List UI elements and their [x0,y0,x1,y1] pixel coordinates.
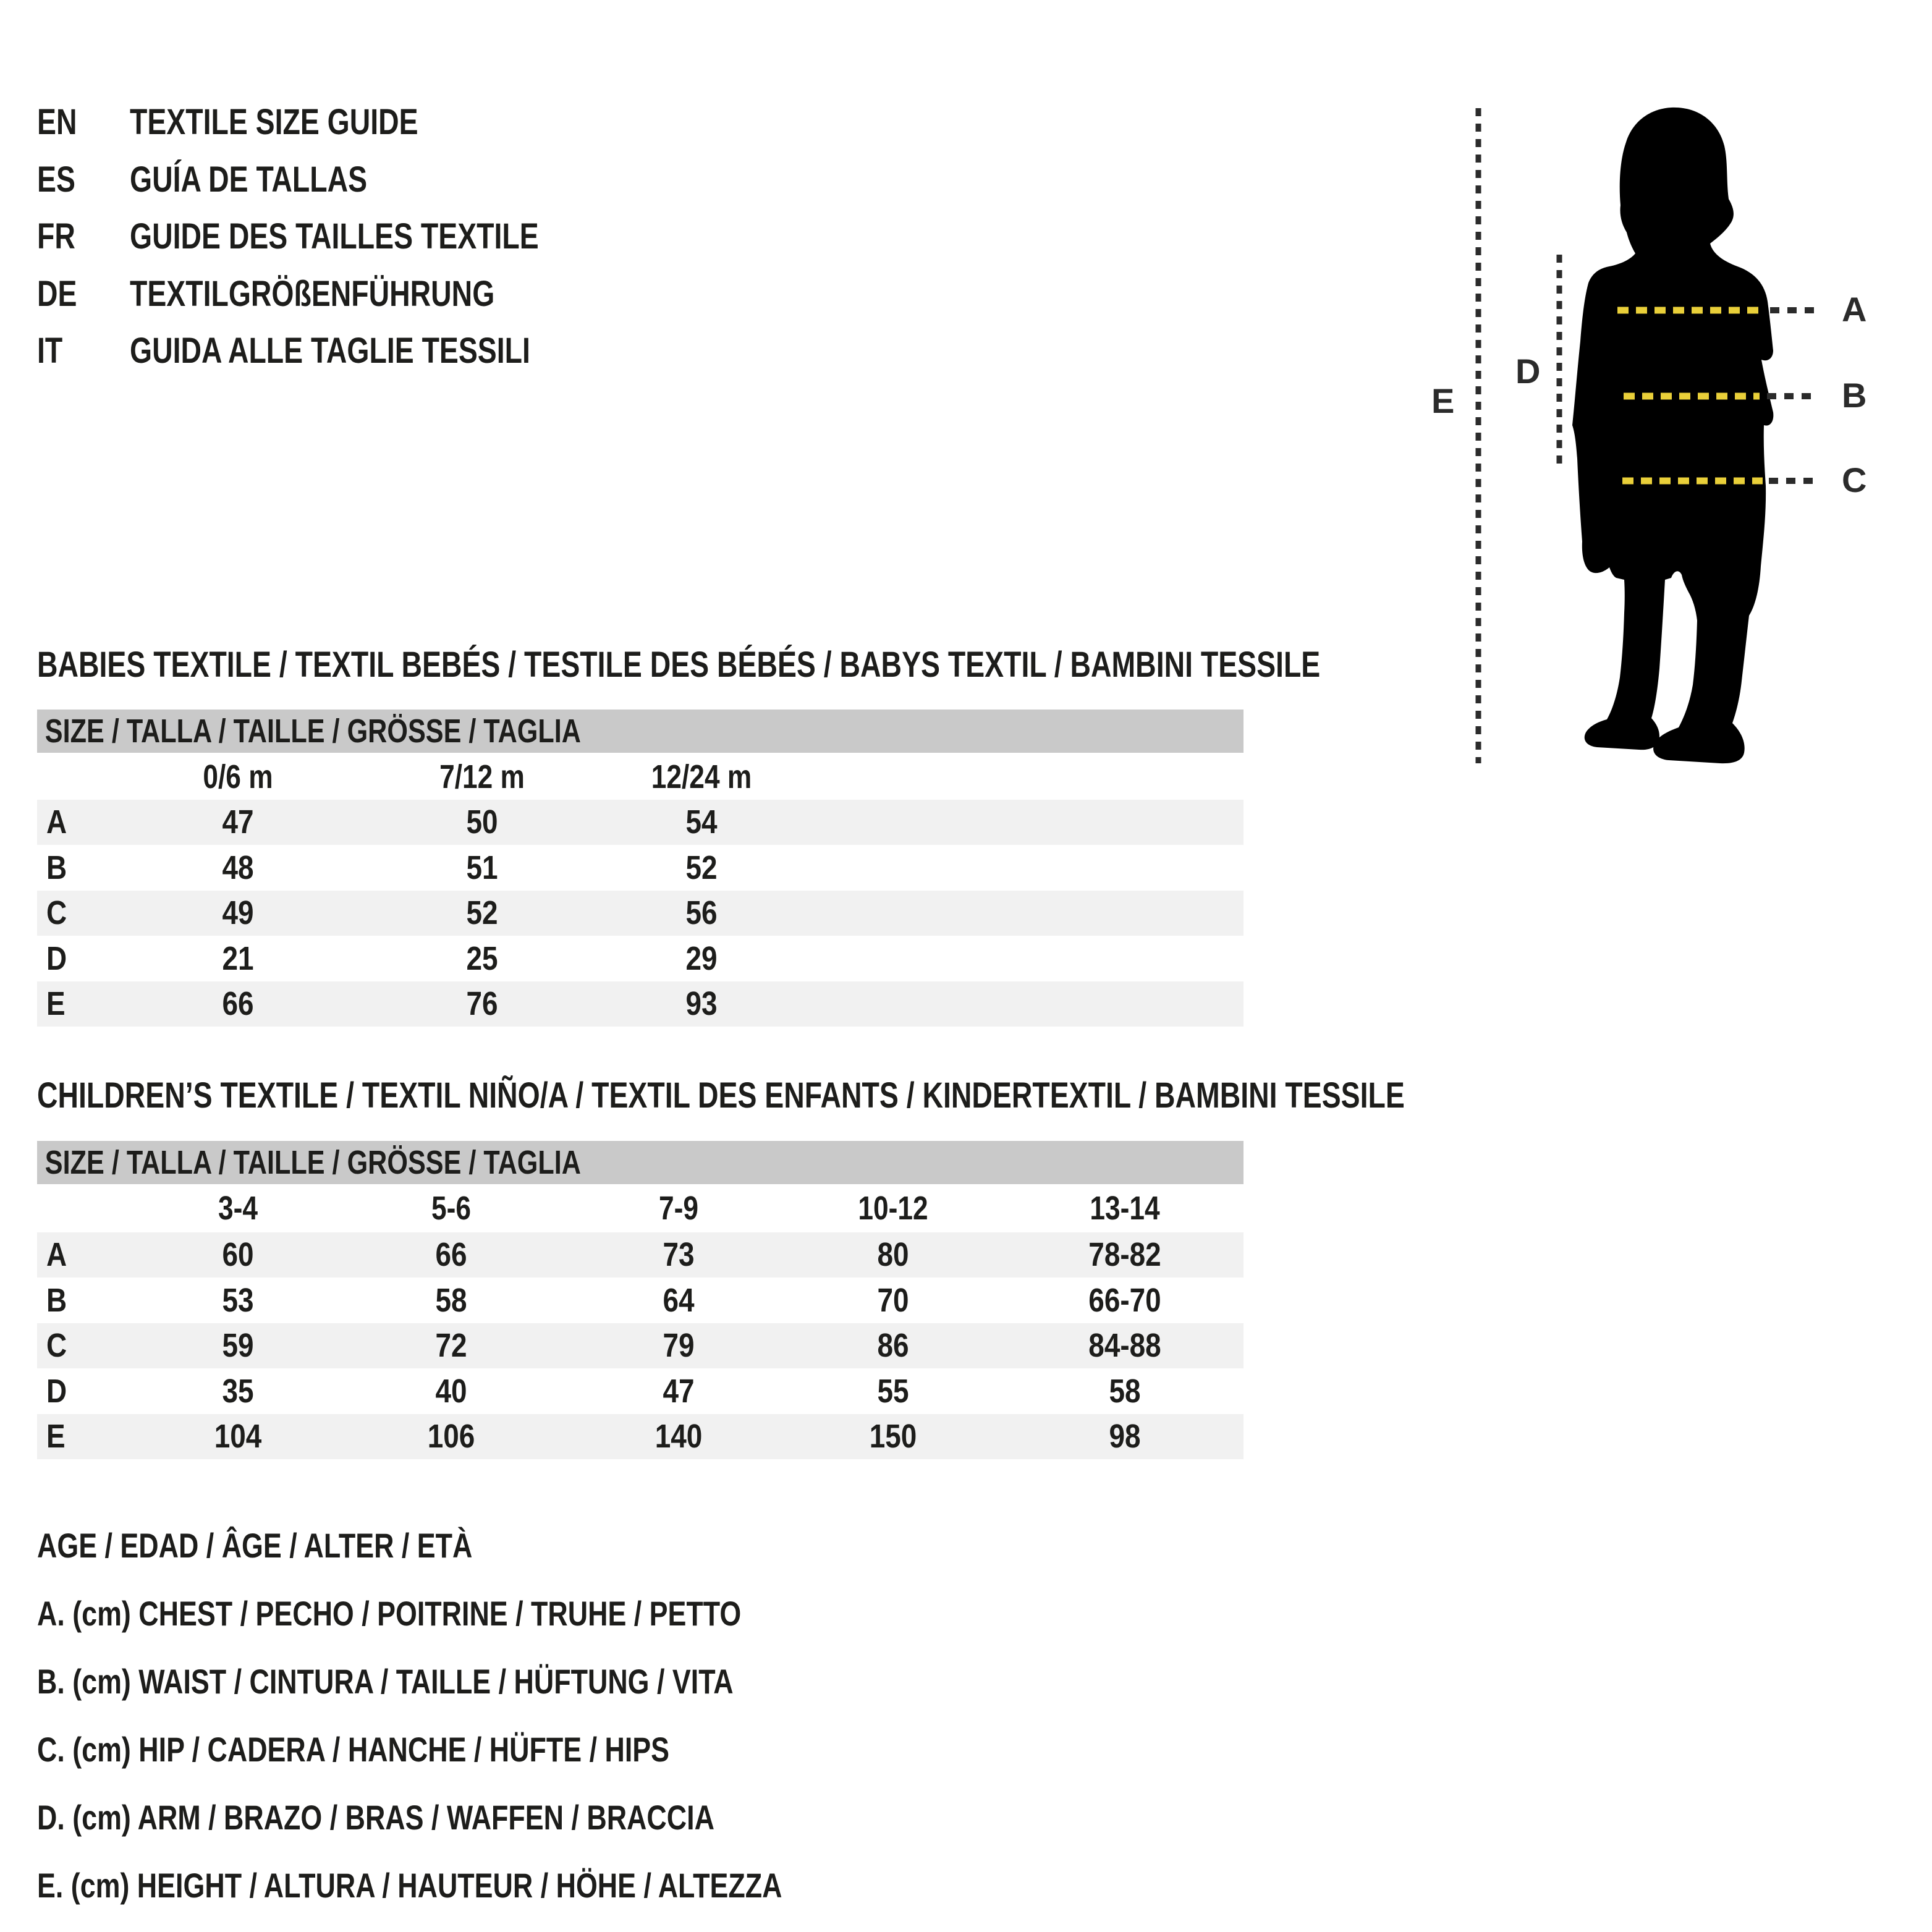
babies-table-row-d [37,936,1244,981]
table-cell: 58 [435,1281,467,1319]
table-cell: 52 [685,849,718,886]
legend-line-1: A. (cm) CHEST / PECHO / POITRINE / TRUHE / PETTO [37,1594,742,1633]
language-code: EN [37,102,77,142]
legend-line-3: C. (cm) HIP / CADERA / HANCHE / HÜFTE / HIPS [37,1730,670,1769]
table-cell: 106 [427,1418,475,1455]
label-d: D [1515,352,1541,391]
table-cell: 35 [222,1372,254,1410]
legend-line-5: E. (cm) HEIGHT / ALTURA / HAUTEUR / HÖHE / ALTEZZA [37,1866,782,1905]
children-table-row-a [37,1232,1244,1277]
row-label: A [46,803,67,841]
table-cell: 29 [685,939,718,977]
children-section-title [37,1077,1747,1115]
label-e: E [1431,381,1455,420]
child-silhouette [1572,108,1773,763]
children-column-header: 3-4 [218,1190,258,1227]
babies-column-headers [37,755,1244,799]
children-column-headers [37,1187,1244,1230]
legend-line-2: B. (cm) WAIST / CINTURA / TAILLE / HÜFTUNG / VITA [37,1662,734,1701]
table-cell: 80 [877,1236,909,1273]
babies-title-text: BABIES TEXTILE / TEXTIL BEBÉS / TESTILE DES BÉBÉS / BABYS TEXTIL / BAMBINI TESSILE [37,645,1321,685]
babies-table-row-e [37,981,1244,1027]
legend-line-0: AGE / EDAD / ÂGE / ALTER / ETÀ [37,1526,473,1565]
children-table-row-e [37,1414,1244,1459]
children-title-text: CHILDREN’S TEXTILE / TEXTIL NIÑO/A / TEXTIL DES ENFANTS / KINDERTEXTIL / BAMBINI TESSILE [37,1075,1405,1116]
label-b: B [1842,376,1867,415]
babies-table-row-b [37,845,1244,891]
table-cell: 79 [663,1327,695,1364]
row-label: D [46,939,67,977]
table-cell: 66 [435,1236,467,1273]
children-column-header: 7-9 [658,1190,698,1227]
language-code: IT [37,331,63,371]
legend-line-4: D. (cm) ARM / BRAZO / BRAS / WAFFEN / BRACCIA [37,1798,714,1837]
row-label: D [46,1372,67,1410]
children-size-header-text: SIZE / TALLA / TAILLE / GRÖSSE / TAGLIA [44,1144,581,1181]
children-column-header: 5-6 [431,1190,471,1227]
table-cell: 64 [663,1281,695,1319]
table-cell: 70 [877,1281,909,1319]
table-cell: 58 [1109,1372,1141,1410]
babies-table-row-c [37,891,1244,936]
table-cell: 47 [663,1372,695,1410]
table-cell: 51 [466,849,498,886]
language-title: GUIDA ALLE TAGLIE TESSILI [130,331,530,371]
language-title: GUÍA DE TALLAS [130,159,368,200]
row-label: A [46,1236,67,1273]
table-cell: 56 [685,894,718,931]
children-table-row-c [37,1323,1244,1368]
children-size-header-bar [37,1141,1244,1184]
children-table-row-b [37,1278,1244,1323]
babies-column-header: 7/12 m [439,758,525,795]
table-cell: 21 [222,939,254,977]
table-cell: 84-88 [1088,1327,1161,1364]
table-cell: 48 [222,849,254,886]
children-table-row-d [37,1369,1244,1414]
table-cell: 66 [222,985,254,1022]
table-cell: 59 [222,1327,254,1364]
table-cell: 47 [222,803,254,841]
table-cell: 66-70 [1088,1281,1161,1319]
table-cell: 55 [877,1372,909,1410]
babies-column-header: 0/6 m [203,758,273,795]
row-label: C [46,1327,67,1364]
table-cell: 140 [655,1418,703,1455]
table-cell: 78-82 [1088,1236,1161,1273]
language-code: FR [37,216,75,256]
table-cell: 73 [663,1236,695,1273]
table-cell: 150 [869,1418,917,1455]
label-c: C [1842,460,1867,499]
table-cell: 104 [214,1418,262,1455]
babies-size-header-bar [37,710,1244,753]
babies-table-row-a [37,800,1244,845]
language-code: ES [37,159,75,200]
table-cell: 54 [685,803,718,841]
row-label: E [46,1418,66,1455]
language-title: TEXTILGRÖßENFÜHRUNG [130,273,495,314]
babies-column-header: 12/24 m [651,758,752,795]
table-cell: 50 [466,803,498,841]
table-cell: 60 [222,1236,254,1273]
table-cell: 52 [466,894,498,931]
babies-section-title [37,646,1641,684]
language-code: DE [37,273,77,314]
language-title: TEXTILE SIZE GUIDE [130,102,418,142]
table-cell: 40 [435,1372,467,1410]
table-cell: 49 [222,894,254,931]
children-column-header: 13-14 [1090,1190,1160,1227]
row-label: E [46,985,66,1022]
row-label: C [46,894,67,931]
table-cell: 25 [466,939,498,977]
table-cell: 86 [877,1327,909,1364]
row-label: B [46,1281,67,1319]
children-column-header: 10-12 [858,1190,928,1227]
babies-size-header-text: SIZE / TALLA / TAILLE / GRÖSSE / TAGLIA [44,713,581,750]
label-a: A [1842,290,1867,329]
language-title: GUIDE DES TAILLES TEXTILE [130,216,539,256]
table-cell: 76 [466,985,498,1022]
table-cell: 93 [685,985,718,1022]
table-cell: 53 [222,1281,254,1319]
table-cell: 98 [1109,1418,1141,1455]
row-label: B [46,849,67,886]
table-cell: 72 [435,1327,467,1364]
measurement-figure [1409,87,1932,779]
